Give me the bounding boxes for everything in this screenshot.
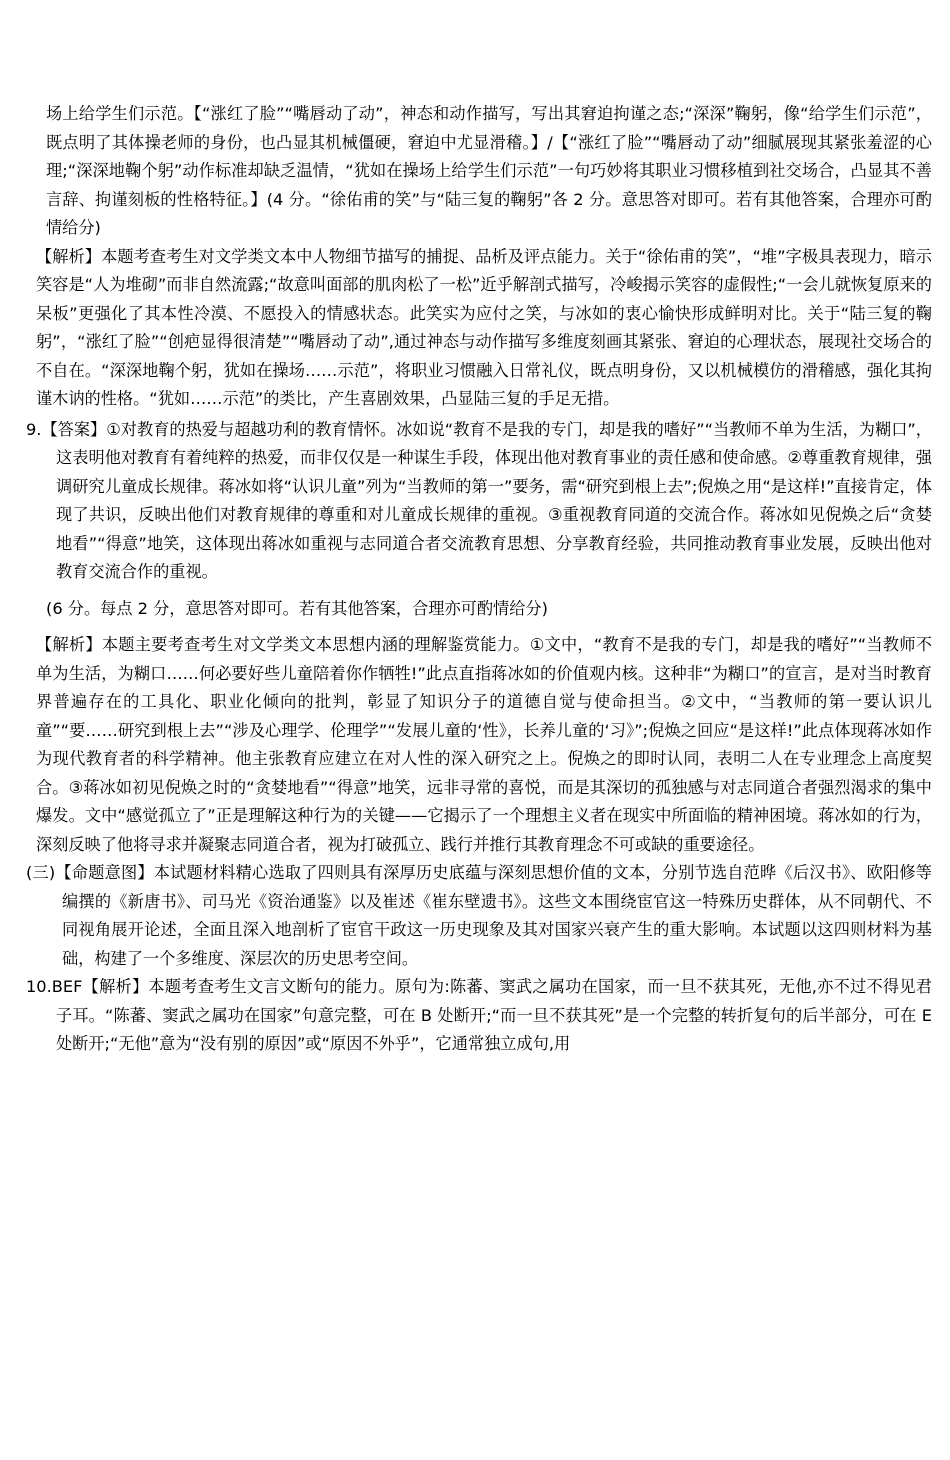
answer-8-continuation: 场上给学生们示范。【“涨红了脸”“嘴唇动了动”，神态和动作描写，写出其窘迫拘谨之态;“深深”鞠躬，像“给学生们示范”，既点明了其体操老师的身份，也凸显其机械僵硬，窘迫中尤显滑稽。】/【“涨红了脸”“嘴唇动了动”细腻展现其紧张羞涩的心理;“深深地鞠个躬”动作标准却缺乏温情，“犹如在操场上给学生们示范”一句巧妙将其职业习惯移植到社交场合，凸显其不善言辞、拘谨刻板的性格特征。】(4 分。“徐佑甫的笑”与“陆三复的鞠躬”各 2 分。意思答对即可。若有其他答案，合理亦可酌情给分) [46, 104, 932, 237]
answer-10: 10.BEF【解析】本题考查考生文言文断句的能力。原句为:陈蕃、窦武之属功在国家，而一旦不获其死，无他,亦不过不得见君子耳。“陈蕃、窦武之属功在国家”句意完整，可在 B 处断开;“而一旦不获其死”是一个完整的转折复句的后半部分，可在 E 处断开;“无他”意为“没有别的原因”或“原因不外乎”，它通常独立成句,用 [26, 977, 932, 1053]
answer-9: 9.【答案】①对教育的热爱与超越功利的教育情怀。冰如说“教育不是我的专门，却是我的嗜好”“当教师不单为生活，为糊口”，这表明他对教育有着纯粹的热爱，而非仅仅是一种谋生手段，体现出他对教育事业的责任感和使命感。②尊重教育规律，强调研究儿童成长规律。蒋冰如将“认识儿童”列为“当教师的第一”要务，需“研究到根上去”;倪焕之用“是这样!”直接肯定，体现了共识，反映出他们对教育规律的尊重和对儿童成长规律的重视。③重视教育同道的交流合作。蒋冰如见倪焕之后“贪婪地看”“得意”地笑，这体现出蒋冰如重视与志同道合者交流教育思想、分享教育经验，共同推动教育事业发展，反映出他对教育交流合作的重视。 [26, 419, 932, 581]
scoring-9: (6 分。每点 2 分，意思答对即可。若有其他答案，合理亦可酌情给分) [46, 598, 548, 618]
section-3-intent: (三)【命题意图】本试题材料精心选取了四则具有深厚历史底蕴与深刻思想价值的文本，分别节选自范晔《后汉书》、欧阳修等编撰的《新唐书》、司马光《资治通鉴》以及崔述《崔东壁遗书》。这些文本围绕宦官这一特殊历史群体，从不同朝代、不同视角展开论述，全面且深入地剖析了宦官干政这一历史现象及其对国家兴衰产生的重大影响。本试题以这四则材料为基础，构建了一个多维度、深层次的历史思考空间。 [26, 863, 932, 968]
analysis-9: 【解析】本题主要考查考生对文学类文本思想内涵的理解鉴赏能力。①文中，“教育不是我的专门，却是我的嗜好”“当教师不单为生活，为糊口……何必要好些儿童陪着你作牺牲!”此点直指蒋冰如的价值观内核。这种非“为糊口”的宣言，是对当时教育界普遍存在的工具化、职业化倾向的批判，彰显了知识分子的道德自觉与使命担当。②文中，“当教师的第一要认识儿童”“要……研究到根上去”“涉及心理学、伦理学”“发展儿童的‘性》，长养儿童的‘习》”;倪焕之回应“是这样!”此点体现蒋冰如作为现代教育者的科学精神。他主张教育应建立在对人性的深入研究之上。倪焕之的即时认同，表明二人在专业理念上高度契合。③蒋冰如初见倪焕之时的“贪婪地看”“得意”地笑，远非寻常的喜悦，而是其深切的孤独感与对志同道合者强烈渴求的集中爆发。文中“感觉孤立了”正是理解这种行为的关键——它揭示了一个理想主义者在现实中所面临的精神困境。蒋冰如的行为，深刻反映了他将寻求并凝聚志同道合者，视为打破孤立、践行并推行其教育理念不可或缺的重要途径。 [36, 635, 932, 854]
analysis-8: 【解析】本题考查考生对文学类文本中人物细节描写的捕捉、品析及评点能力。关于“徐佑甫的笑”，“堆”字极具表现力，暗示笑容是“人为堆砌”而非自然流露;“故意叫面部的肌肉松了一松”近乎解剖式描写，冷峻揭示笑容的虚假性;“一会儿就恢复原来的呆板”更强化了其本性冷漠、不愿投入的情感状态。此笑实为应付之笑，与冰如的衷心愉快形成鲜明对比。关于“陆三复的鞠躬”，“涨红了脸”“创疤显得很清楚”“嘴唇动了动”,通过神态与动作描写多维度刻画其紧张、窘迫的心理状态，展现社交场合的不自在。“深深地鞠个躬，犹如在操场……示范”，将职业习惯融入日常礼仪，既点明身份，又以机械模仿的滑稽感，强化其拘谨木讷的性格。“犹如……示范”的类比，产生喜剧效果，凸显陆三复的手足无措。 [36, 246, 932, 408]
